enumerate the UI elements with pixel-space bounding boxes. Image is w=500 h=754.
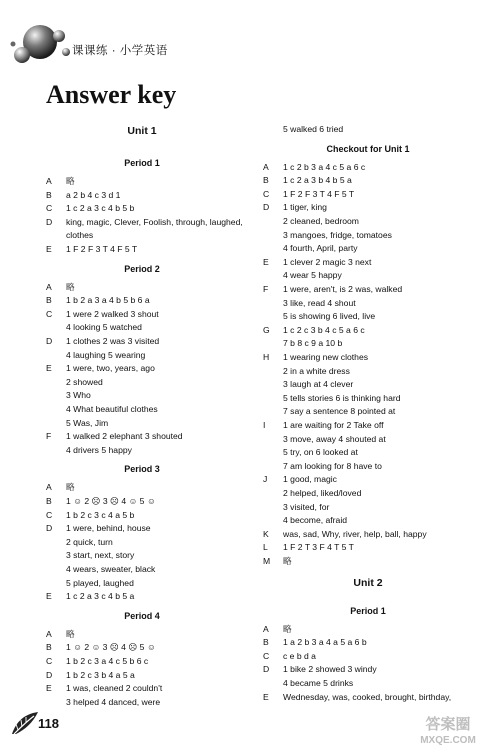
- answer-row: [263, 174, 352, 188]
- answer-row-continued: [46, 417, 108, 431]
- answer-text: 1 are waiting for 2 Take off: [283, 420, 384, 430]
- answer-row: [263, 201, 327, 215]
- answer-text: 7 say a sentence 8 pointed at: [283, 406, 396, 417]
- answer-row: [46, 243, 137, 257]
- answer-text: 1 b 2 c 3 a 4 c 5 b 6 c: [66, 656, 149, 666]
- exercise-label: D: [46, 336, 53, 346]
- answer-row-continued: [263, 242, 358, 256]
- answer-row-continued: [263, 433, 386, 447]
- answer-text: clothes: [66, 230, 94, 241]
- answer-text: 5 try, on 6 looked at: [283, 447, 358, 458]
- exercise-label: D: [46, 216, 53, 227]
- answer-text: 1 tiger, king: [283, 202, 327, 213]
- answer-row-continued: [263, 215, 359, 229]
- answer-text: 5 walked 6 tried: [283, 124, 344, 134]
- answer-row: [46, 294, 150, 308]
- answer-row: [46, 335, 159, 349]
- answer-text: 3 start, next, story: [66, 550, 135, 561]
- answer-text: 1 clothes 2 was 3 visited: [66, 336, 160, 346]
- exercise-label: A: [46, 628, 52, 639]
- answer-text: 略: [66, 482, 75, 493]
- answer-row-continued: [263, 229, 392, 243]
- answer-row-continued: [263, 310, 375, 324]
- answer-row: [263, 528, 427, 542]
- answer-text: a 2 b 4 c 3 d 1: [66, 189, 121, 200]
- answer-row-continued: [263, 123, 343, 137]
- answer-text: 5 Was, Jim: [66, 417, 109, 428]
- answer-row-continued: [263, 337, 342, 351]
- answer-row-continued: [263, 446, 358, 460]
- exercise-label: D: [46, 669, 53, 680]
- answer-row: [46, 362, 155, 376]
- exercise-label: B: [46, 189, 52, 200]
- unit-heading: Unit 1: [127, 125, 157, 137]
- exercise-label: C: [46, 509, 53, 520]
- answer-row: [46, 641, 156, 655]
- answer-text: 2 cleaned, bedroom: [283, 216, 359, 226]
- answer-row-continued: [263, 365, 350, 379]
- exercise-label: F: [263, 284, 269, 294]
- answer-row-continued: [263, 392, 401, 406]
- exercise-label: B: [46, 496, 52, 506]
- answer-text: 1 c 2 a 3 c 4 b 5 b: [66, 203, 135, 214]
- exercise-label: B: [46, 295, 52, 306]
- exercise-label: C: [263, 188, 270, 199]
- page-number: 118: [38, 716, 59, 731]
- answer-row-continued: [46, 549, 134, 563]
- period-heading: Period 2: [124, 263, 160, 274]
- answer-row: [263, 161, 365, 175]
- exercise-label: C: [263, 650, 270, 661]
- answer-text: 4 looking 5 watched: [66, 322, 142, 333]
- answer-row: [46, 669, 135, 683]
- answer-text: 4 become, afraid: [283, 515, 348, 526]
- answer-text: 1 wearing new clothes: [283, 352, 369, 362]
- answer-row-continued: [46, 389, 91, 403]
- answer-text: 略: [66, 628, 75, 639]
- answer-text: 3 mangoes, fridge, tomatoes: [283, 229, 392, 240]
- exercise-label: A: [263, 161, 269, 172]
- exercise-label: D: [263, 202, 270, 213]
- answer-text: 略: [66, 176, 75, 186]
- answer-row: [263, 351, 368, 365]
- exercise-label: A: [46, 281, 52, 292]
- answer-row: [46, 202, 134, 216]
- exercise-label: E: [46, 244, 52, 254]
- answer-row: [263, 324, 365, 338]
- answer-row: [46, 682, 162, 696]
- answer-row: [263, 623, 292, 637]
- watermark-logo: [402, 712, 494, 748]
- page-title: Answer key: [46, 80, 177, 109]
- answer-text: 1 ☺ 2 ☺ 3 ☹ 4 ☹ 5 ☺: [66, 642, 156, 653]
- exercise-label: E: [46, 591, 52, 602]
- exercise-label: L: [263, 542, 268, 553]
- exercise-label: D: [46, 523, 53, 534]
- answer-text: 1 were 2 walked 3 shout: [66, 308, 159, 319]
- exercise-label: C: [46, 308, 53, 319]
- answer-text: 4 wears, sweater, black: [66, 564, 156, 574]
- answer-text: 1 F 2 F 3 T 4 F 5 T: [66, 244, 138, 254]
- answer-row: [263, 473, 337, 487]
- answer-text: 4 laughing 5 wearing: [66, 349, 146, 360]
- exercise-label: B: [46, 642, 52, 653]
- answer-text: 7 b 8 c 9 a 10 b: [283, 338, 343, 349]
- answer-text: 1 c 2 c 3 b 4 c 5 a 6 c: [283, 324, 365, 335]
- period-heading: Period 4: [124, 610, 160, 621]
- answer-text: 5 tells stories 6 is thinking hard: [283, 392, 401, 403]
- answer-text: 3 laugh at 4 clever: [283, 379, 354, 390]
- answer-text: 1 c 2 a 3 b 4 b 5 a: [283, 175, 352, 186]
- answer-text: 3 helped 4 danced, were: [66, 696, 161, 707]
- answer-row: [263, 256, 371, 270]
- answer-row: [46, 481, 75, 495]
- answer-row-continued: [263, 297, 356, 311]
- answer-row-continued: [46, 536, 113, 550]
- exercise-label: E: [263, 256, 269, 267]
- answer-text: 2 in a white dress: [283, 365, 350, 376]
- svg-text:MXQE.COM: MXQE.COM: [420, 735, 476, 746]
- answer-row: [263, 650, 316, 664]
- answer-row-continued: [263, 514, 347, 528]
- answer-row-continued: [46, 444, 132, 458]
- exercise-label: M: [263, 556, 271, 566]
- answer-row: [46, 281, 75, 295]
- answer-text: 1 a 2 b 3 a 4 a 5 a 6 b: [283, 637, 367, 648]
- exercise-label: C: [46, 203, 53, 214]
- answer-text: 1 were, two, years, ago: [66, 363, 155, 374]
- answer-text: 3 visited, for: [283, 501, 330, 512]
- answer-row: [46, 308, 159, 322]
- answer-text: 2 showed: [66, 376, 103, 387]
- answer-text: 1 b 2 a 3 a 4 b 5 b 6 a: [66, 295, 150, 306]
- answer-row-continued: [46, 563, 155, 577]
- exercise-label: A: [263, 623, 269, 634]
- answer-text: 3 move, away 4 shouted at: [283, 433, 386, 444]
- answer-text: 略: [66, 281, 75, 292]
- answer-text: Wednesday, was, cooked, brought, birthday,: [283, 691, 452, 702]
- answer-text: 3 like, read 4 shout: [283, 297, 356, 308]
- answer-text: 1 good, magic: [283, 474, 337, 485]
- answer-row-continued: [46, 696, 160, 710]
- answer-row-continued: [46, 577, 134, 591]
- answer-row: [46, 175, 75, 189]
- answer-text: 1 clever 2 magic 3 next: [283, 256, 372, 267]
- answer-text: 5 is showing 6 lived, live: [283, 311, 376, 322]
- exercise-label: E: [46, 683, 52, 694]
- answer-row: [263, 283, 402, 297]
- answer-text: 1 ☺ 2 ☹ 3 ☹ 4 ☺ 5 ☺: [66, 496, 156, 506]
- answer-text: was, sad, Why, river, help, ball, happy: [283, 528, 427, 539]
- period-heading: Checkout for Unit 1: [326, 143, 410, 154]
- answer-text: 1 b 2 c 3 c 4 a 5 b: [66, 509, 135, 520]
- answer-row: [263, 541, 354, 555]
- exercise-label: E: [263, 691, 269, 702]
- answer-row: [263, 419, 383, 433]
- answer-text: 1 F 2 F 3 T 4 F 5 T: [283, 188, 355, 199]
- answer-text: 3 Who: [66, 390, 91, 401]
- answer-text: 1 c 2 a 3 c 4 b 5 a: [66, 591, 135, 602]
- answer-text: 7 am looking for 8 have to: [283, 460, 382, 471]
- answer-text: c e b d a: [283, 650, 316, 661]
- answer-row-continued: [263, 405, 395, 419]
- logo-spheres-icon: [10, 22, 80, 66]
- exercise-label: J: [263, 474, 268, 485]
- answer-text: 4 fourth, April, party: [283, 243, 358, 254]
- answer-text: 1 were, aren't, is 2 was, walked: [283, 284, 403, 294]
- exercise-label: A: [46, 176, 52, 186]
- answer-text: 1 F 2 T 3 F 4 T 5 T: [283, 542, 354, 553]
- answer-row-continued: [263, 460, 382, 474]
- answer-text: 1 bike 2 showed 3 windy: [283, 664, 377, 675]
- exercise-label: K: [263, 528, 269, 539]
- answer-text: 1 were, behind, house: [66, 523, 151, 534]
- answer-row-continued: [46, 321, 142, 335]
- answer-row: [46, 216, 243, 230]
- period-heading: Period 1: [350, 605, 386, 616]
- answer-text: 5 played, laughed: [66, 577, 134, 588]
- answer-row-continued: [263, 487, 361, 501]
- answer-row: [46, 509, 134, 523]
- exercise-label: E: [46, 363, 52, 374]
- answer-text: 1 walked 2 elephant 3 shouted: [66, 431, 183, 442]
- svg-text:答案圈: 答案圈: [425, 716, 471, 733]
- answer-row-continued: [263, 378, 353, 392]
- period-heading: Period 3: [124, 464, 160, 475]
- answer-row-continued: [46, 403, 158, 417]
- exercise-label: C: [46, 656, 53, 666]
- answer-text: 1 b 2 c 3 b 4 a 5 a: [66, 669, 135, 680]
- answer-row: [263, 555, 292, 569]
- exercise-label: A: [46, 482, 52, 493]
- answer-row: [263, 188, 354, 202]
- answer-text: 2 quick, turn: [66, 536, 113, 547]
- period-heading: Period 1: [124, 158, 160, 168]
- exercise-label: B: [263, 175, 269, 186]
- answer-text: 略: [283, 556, 292, 566]
- unit-heading: Unit 2: [353, 576, 383, 589]
- answer-row: [46, 430, 183, 444]
- answer-row: [46, 590, 134, 604]
- exercise-label: G: [263, 324, 270, 335]
- exercise-label: I: [263, 420, 266, 430]
- answer-row: [46, 655, 148, 669]
- answer-row: [46, 495, 156, 509]
- answer-row: [263, 636, 367, 650]
- answer-text: 2 helped, liked/loved: [283, 488, 362, 498]
- answer-row: [46, 189, 120, 203]
- exercise-label: F: [46, 431, 52, 442]
- answer-row-continued: [263, 677, 353, 691]
- answer-row: [263, 663, 377, 677]
- answer-row-continued: [46, 349, 145, 363]
- answer-text: 4 became 5 drinks: [283, 678, 354, 688]
- answer-row: [46, 522, 151, 536]
- answer-row-continued: [263, 269, 342, 283]
- answer-text: 略: [283, 623, 292, 634]
- answer-row: [263, 691, 451, 705]
- answer-row: [46, 628, 75, 642]
- answer-row-continued: [46, 376, 103, 390]
- answer-text: 1 was, cleaned 2 couldn't: [66, 683, 163, 694]
- answer-text: 4 What beautiful clothes: [66, 404, 158, 414]
- answer-text: king, magic, Clever, Foolish, through, laughed,: [66, 216, 243, 227]
- answer-text: 4 drivers 5 happy: [66, 444, 132, 455]
- answer-row-continued: [46, 229, 93, 243]
- exercise-label: D: [263, 664, 270, 675]
- answer-row-continued: [263, 501, 329, 515]
- header-title: 课课练 · 小学英语: [72, 45, 168, 57]
- exercise-label: H: [263, 352, 270, 362]
- answer-text: 1 c 2 b 3 a 4 c 5 a 6 c: [283, 161, 366, 172]
- exercise-label: B: [263, 637, 269, 648]
- answer-text: 4 wear 5 happy: [283, 270, 342, 281]
